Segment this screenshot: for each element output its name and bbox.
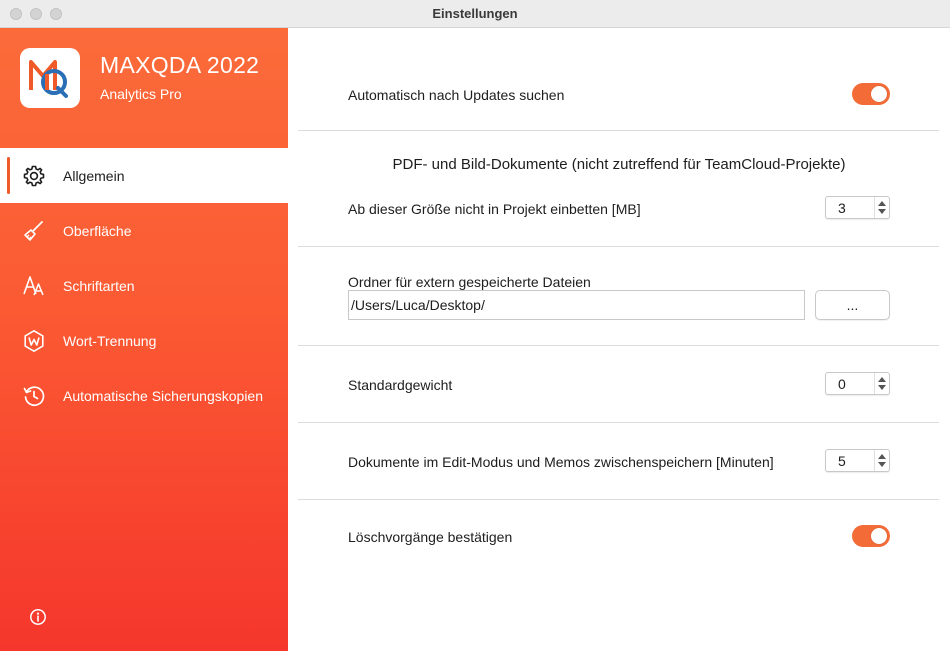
gear-icon xyxy=(21,163,47,189)
settings-nav xyxy=(0,148,288,423)
backup-history-icon xyxy=(21,383,47,409)
app-edition: Analytics Pro xyxy=(100,86,182,102)
toggle-knob xyxy=(871,86,887,102)
default-weight-label: Standardgewicht xyxy=(348,377,453,393)
title-bar xyxy=(0,0,950,28)
external-folder-label: Ordner für extern gespeicherte Dateien xyxy=(348,274,591,290)
external-folder-path-input[interactable]: /Users/Luca/Desktop/ xyxy=(348,290,805,320)
embed-limit-label: Ab dieser Größe nicht in Projekt einbetten [MB] xyxy=(348,201,641,217)
confirm-delete-label: Löschvorgänge bestätigen xyxy=(348,529,513,545)
nav-item-label: Allgemein xyxy=(63,167,125,184)
autosave-label: Dokumente im Edit-Modus und Memos zwischenspeichern [Minuten] xyxy=(348,454,774,470)
decrement-arrow-icon[interactable] xyxy=(878,462,886,467)
nav-item-label: Wort-Trennung xyxy=(63,332,157,349)
nav-item-allgemein[interactable] xyxy=(0,148,288,203)
divider xyxy=(298,130,939,131)
increment-arrow-icon[interactable] xyxy=(878,454,886,459)
font-icon xyxy=(21,273,47,299)
app-name: MAXQDA 2022 xyxy=(100,52,260,78)
hyphenation-icon xyxy=(21,328,47,354)
sidebar xyxy=(0,28,288,651)
settings-content xyxy=(288,28,950,651)
divider xyxy=(298,422,939,423)
pdf-section-heading: PDF- und Bild-Dokumente (nicht zutreffend für TeamCloud-Projekte) xyxy=(392,156,846,173)
paintbrush-icon xyxy=(21,218,47,244)
info-icon[interactable] xyxy=(29,608,47,626)
nav-item-label: Schriftarten xyxy=(63,277,135,294)
embed-limit-stepper[interactable] xyxy=(825,196,890,219)
autosave-stepper[interactable] xyxy=(825,449,890,472)
divider xyxy=(298,345,939,346)
auto-updates-toggle[interactable] xyxy=(852,83,890,105)
decrement-arrow-icon[interactable] xyxy=(878,385,886,390)
maxqda-logo-icon xyxy=(20,48,80,108)
confirm-delete-toggle[interactable] xyxy=(852,525,890,547)
browse-folder-button[interactable]: ... xyxy=(815,290,890,320)
nav-item-schriftarten[interactable] xyxy=(0,258,288,313)
nav-item-label: Automatische Sicherungskopien xyxy=(63,387,264,404)
increment-arrow-icon[interactable] xyxy=(878,201,886,206)
default-weight-value: 0 xyxy=(838,376,846,392)
autosave-value: 5 xyxy=(838,453,846,469)
stepper-arrows xyxy=(874,373,889,394)
default-weight-stepper[interactable] xyxy=(825,372,890,395)
nav-item-sicherungskopien[interactable] xyxy=(0,368,288,423)
toggle-knob xyxy=(871,528,887,544)
embed-limit-value: 3 xyxy=(838,200,846,216)
auto-updates-label: Automatisch nach Updates suchen xyxy=(348,87,565,103)
nav-item-oberflaeche[interactable] xyxy=(0,203,288,258)
nav-item-wort-trennung[interactable] xyxy=(0,313,288,368)
stepper-arrows xyxy=(874,450,889,471)
increment-arrow-icon[interactable] xyxy=(878,377,886,382)
divider xyxy=(298,246,939,247)
window-title: Einstellungen xyxy=(432,6,518,21)
decrement-arrow-icon[interactable] xyxy=(878,209,886,214)
stepper-arrows xyxy=(874,197,889,218)
divider xyxy=(298,499,939,500)
nav-item-label: Oberfläche xyxy=(63,222,132,239)
